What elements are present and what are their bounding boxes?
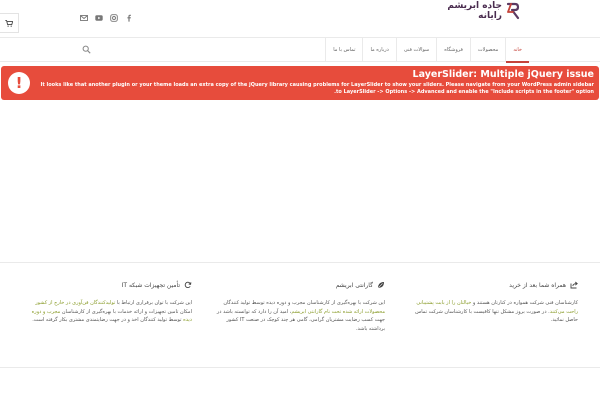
- feature-text-segment: این شرکت با بهره‌گیری از کارشناسان مجرب و دوره دیده توسط تولید کنندگان: [223, 300, 385, 306]
- nav-item-about[interactable]: درباره ما: [362, 38, 395, 62]
- site-logo[interactable]: [447, 0, 520, 22]
- youtube-icon[interactable]: [95, 14, 103, 22]
- features-section: [0, 262, 600, 368]
- refresh-icon: [184, 281, 192, 289]
- feature-text: [22, 299, 192, 325]
- feature-text-segment: کارشناسان فنی شرکت همواره در کنارتان هستند و: [471, 300, 578, 306]
- share-icon: [570, 281, 578, 289]
- feature-title: [408, 281, 578, 289]
- nav-item-products[interactable]: محصولات: [470, 38, 505, 62]
- nav-item-shop[interactable]: فروشگاه: [436, 38, 470, 62]
- facebook-icon[interactable]: [125, 14, 133, 22]
- logo-text-line1: جاده ابریشم: [447, 0, 502, 11]
- logo-mark-icon: [506, 2, 520, 20]
- top-bar: [0, 0, 600, 38]
- main-nav: [325, 38, 529, 62]
- feature-title-text: همراه شما بعد از خرید: [509, 281, 566, 289]
- search-icon[interactable]: [82, 45, 91, 54]
- feature-it-equipment: [22, 281, 192, 325]
- feature-title-text: تأمین تجهیزات شبکه IT: [121, 281, 180, 289]
- highlighted-text: تولیدکنندگان فن‌آوری در خارج از کشور: [35, 300, 116, 306]
- cart-icon: [5, 20, 13, 27]
- feature-text-segment: توسط تولید کنندگان اخذ و در جهت رضایتمندی مشتری بکار گرفته است.: [32, 317, 184, 324]
- layerslider-error-banner: [1, 66, 599, 100]
- feature-text-segment: این شرکت با توان برقراری ارتباط با: [115, 300, 192, 306]
- feature-text-segment: امکان تامین تجهیزات و ارائه خدمات با بهره‌گیری از کارشناسان: [60, 308, 192, 315]
- error-icon: !: [8, 72, 30, 94]
- feature-title-text: گارانتی ابریشم: [335, 281, 373, 289]
- feature-text-segment: ، امید آن را دارد که توانسته باشد در جهت کسب رضایت مشتریان گرامی، گامی هر چند کوچک در صنعت IT کشور برداشته باشد.: [216, 308, 385, 332]
- nav-item-contact[interactable]: تماس با ما: [325, 38, 362, 62]
- nav-item-home[interactable]: خانه: [505, 38, 529, 62]
- feature-warranty: [215, 281, 385, 333]
- error-title: LayerSlider: Multiple jQuery issue: [412, 69, 594, 80]
- nav-item-faq[interactable]: سوالات فنی: [396, 38, 436, 62]
- main-nav-bar: [0, 38, 600, 62]
- instagram-icon[interactable]: [110, 14, 118, 22]
- highlighted-text: محصولات ارائه شده تحت نام گارانتی ابریشم: [291, 308, 385, 315]
- feature-title: [22, 281, 192, 289]
- email-icon[interactable]: [80, 14, 88, 22]
- highlighted-text: خیالتان را از بابت پشتیبانی راحت می‌کنند: [416, 300, 578, 315]
- logo-text: [447, 2, 502, 21]
- cart-button[interactable]: [0, 13, 19, 33]
- error-message: It looks like that another plugin or your theme loads an extra copy of the jQuery library causing problems for LayerSlider to show your sliders. Please navigate from your WordPress admin sidebar to LayerSlider -> Options -> Advanced and enable the "Include scripts in the footer" option.: [40, 82, 594, 95]
- social-links: [80, 14, 133, 22]
- feature-text: [215, 299, 385, 333]
- logo-text-line2: رایانه: [478, 10, 502, 21]
- feature-text: [408, 299, 578, 325]
- feature-after-sales: [408, 281, 578, 325]
- feature-text-segment: . در صورت بروز مشکل تنها کافیست با کارشناسان شرکت تماس حاصل نمائید.: [415, 308, 578, 324]
- highlighted-text: مجرب و دوره دیده: [31, 308, 192, 324]
- leaf-icon: [377, 281, 385, 289]
- feature-title: [215, 281, 385, 289]
